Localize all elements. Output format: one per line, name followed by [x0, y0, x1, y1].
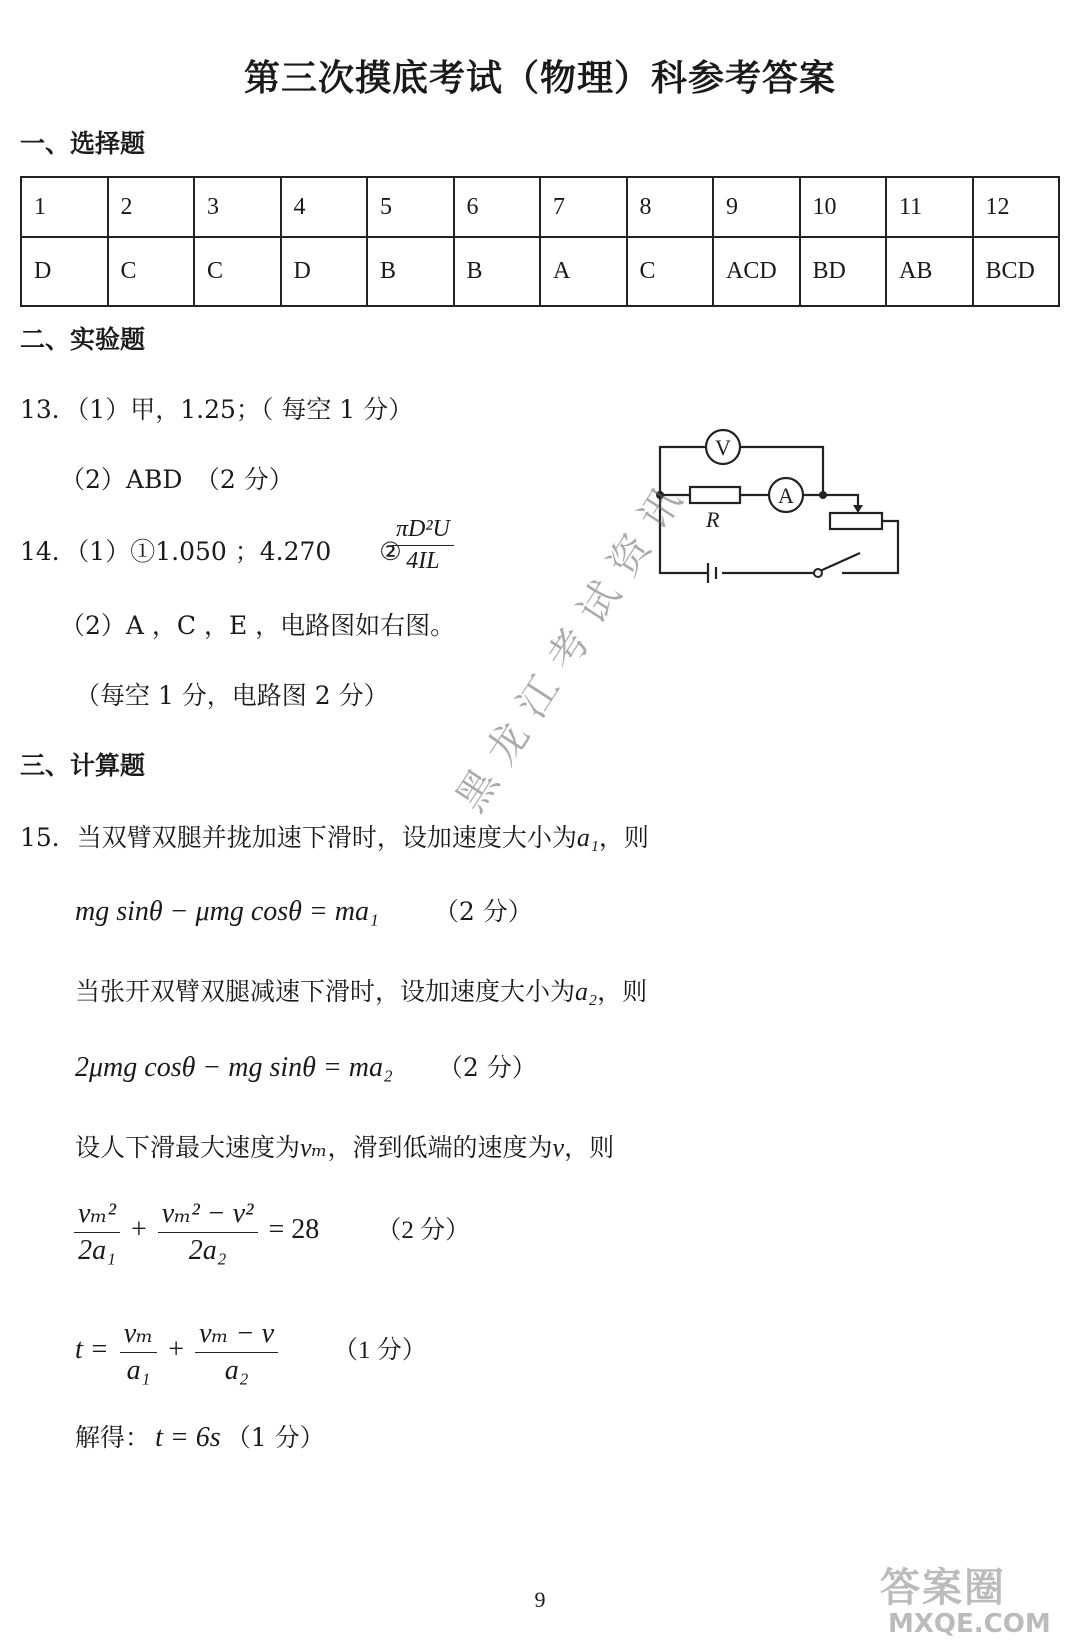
numerator: vₘ² − v²: [158, 1196, 258, 1233]
section-heading-choice: 一、选择题: [20, 129, 146, 158]
answer-cell: ACD: [713, 237, 800, 306]
q15-line3-b: ，滑到低端的速度为: [327, 1133, 553, 1162]
plus-sign: +: [131, 1213, 147, 1245]
answer-cell: BD: [800, 237, 887, 306]
answer-cell: C: [194, 237, 281, 306]
answer-cell: C: [627, 237, 714, 306]
numerator: vₘ²: [74, 1196, 120, 1233]
q15-line2: [75, 972, 647, 1008]
equation-4-score: （1 分）: [333, 1336, 427, 1364]
q14-line1: [20, 532, 402, 568]
answer-cell: A: [540, 237, 627, 306]
denominator: a₁: [126, 1355, 151, 1386]
answer-table-answer-row: [21, 237, 1059, 306]
answer-table: [20, 176, 1060, 307]
section-heading-experiment: 二、实验题: [20, 325, 146, 354]
question-number: 4: [281, 177, 368, 237]
var-v: v: [552, 1133, 565, 1162]
fraction: [74, 1196, 120, 1267]
question-number: 2: [108, 177, 195, 237]
question-number: 9: [713, 177, 800, 237]
solution-row: [75, 1418, 325, 1454]
denominator: 2a₂: [188, 1235, 227, 1266]
answer-cell: D: [281, 237, 368, 306]
q14-line3: （每空 1 分，电路图 2 分）: [75, 681, 389, 710]
page-title: 第三次摸底考试（物理）科参考答案: [243, 58, 836, 99]
corner-logo-line1: 答案圈: [880, 1565, 1006, 1611]
plus-sign: +: [168, 1333, 185, 1365]
corner-logo: [880, 1566, 1051, 1638]
fraction: [195, 1316, 278, 1387]
question-number: 1: [21, 177, 108, 237]
equation-2: 2μmg cosθ − mg sinθ = ma₂: [75, 1052, 393, 1083]
question-number: 12: [973, 177, 1060, 237]
q15-line2-text: 当张开双臂双腿减速下滑时，设加速度大小为: [75, 977, 576, 1006]
numerator: vₘ: [120, 1316, 158, 1353]
answer-cell: C: [108, 237, 195, 306]
q15-line2-end: ，则: [597, 977, 648, 1006]
q14-formula: [388, 516, 458, 575]
equation-2-score: （2 分）: [437, 1053, 537, 1082]
circuit-diagram: [650, 425, 920, 595]
var-a1: a₁: [576, 823, 599, 852]
q15-line3: [75, 1128, 614, 1164]
answer-cell: B: [454, 237, 541, 306]
question-number: 11: [886, 177, 973, 237]
question-number: 3: [194, 177, 281, 237]
fraction: [392, 516, 454, 575]
answer-cell: BCD: [973, 237, 1060, 306]
corner-logo-line2: MXQE.COM: [888, 1609, 1051, 1639]
equation-3-row: [70, 1196, 470, 1267]
section-heading-calculation: 三、计算题: [20, 751, 146, 780]
question-number: 8: [627, 177, 714, 237]
question-number: 10: [800, 177, 887, 237]
var-a2: a₂: [575, 977, 598, 1006]
q14-line2: （2）A ，C ，E ，电路图如右图。: [60, 611, 456, 640]
var-vm: vₘ: [300, 1133, 328, 1162]
voltmeter-label: V: [715, 435, 731, 460]
q14-line1-text: 14．（1）①1.050 ；4.270: [20, 537, 332, 566]
equation-3-rhs: = 28: [268, 1213, 320, 1245]
page-number: 9: [534, 1587, 546, 1612]
solution-expression: t = 6s: [155, 1422, 221, 1453]
denominator: 2a₁: [78, 1235, 116, 1266]
rheostat: [830, 513, 882, 529]
numerator: vₘ − v: [195, 1316, 278, 1353]
switch: [820, 553, 860, 571]
solution-label: 解得：: [75, 1423, 151, 1452]
fraction: [120, 1316, 158, 1387]
q15-intro-end: ，则: [598, 823, 649, 852]
q15-line3-a: 设人下滑最大速度为: [75, 1133, 301, 1162]
equation-2-row: [75, 1048, 537, 1084]
question-number: 7: [540, 177, 627, 237]
solution-score: （1 分）: [225, 1423, 325, 1452]
equation-1: mg sinθ − μmg cosθ = ma₁: [75, 896, 379, 927]
equation-1-row: [75, 892, 533, 928]
numerator: πD²U: [392, 516, 454, 546]
q15-line3-c: ，则: [564, 1133, 615, 1162]
q15-intro-text: 15．当双臂双腿并拢加速下滑时，设加速度大小为: [20, 823, 577, 852]
question-number: 5: [367, 177, 454, 237]
question-number: 6: [454, 177, 541, 237]
watermark: 黑龙江考试资讯: [447, 466, 700, 820]
equation-3-score: （2 分）: [376, 1216, 471, 1244]
circled-two: ②: [379, 537, 402, 566]
fraction: [158, 1196, 258, 1267]
answer-cell: D: [21, 237, 108, 306]
equation-1-score: （2 分）: [433, 897, 533, 926]
ammeter-label: A: [778, 483, 794, 508]
resistor-label: R: [706, 507, 720, 532]
answer-cell: B: [367, 237, 454, 306]
answer-table-number-row: [21, 177, 1059, 237]
answer-cell: AB: [886, 237, 973, 306]
q13-line1: 13．（1）甲，1.25；（ 每空 1 分）: [20, 395, 414, 424]
q15-intro: [20, 818, 649, 854]
q13-line2: （2）ABD （2 分）: [60, 465, 294, 494]
equation-4-lhs: t =: [75, 1333, 109, 1365]
denominator: a₂: [224, 1355, 249, 1386]
equation-4-row: [75, 1316, 427, 1387]
denominator: 4IL: [406, 548, 440, 574]
